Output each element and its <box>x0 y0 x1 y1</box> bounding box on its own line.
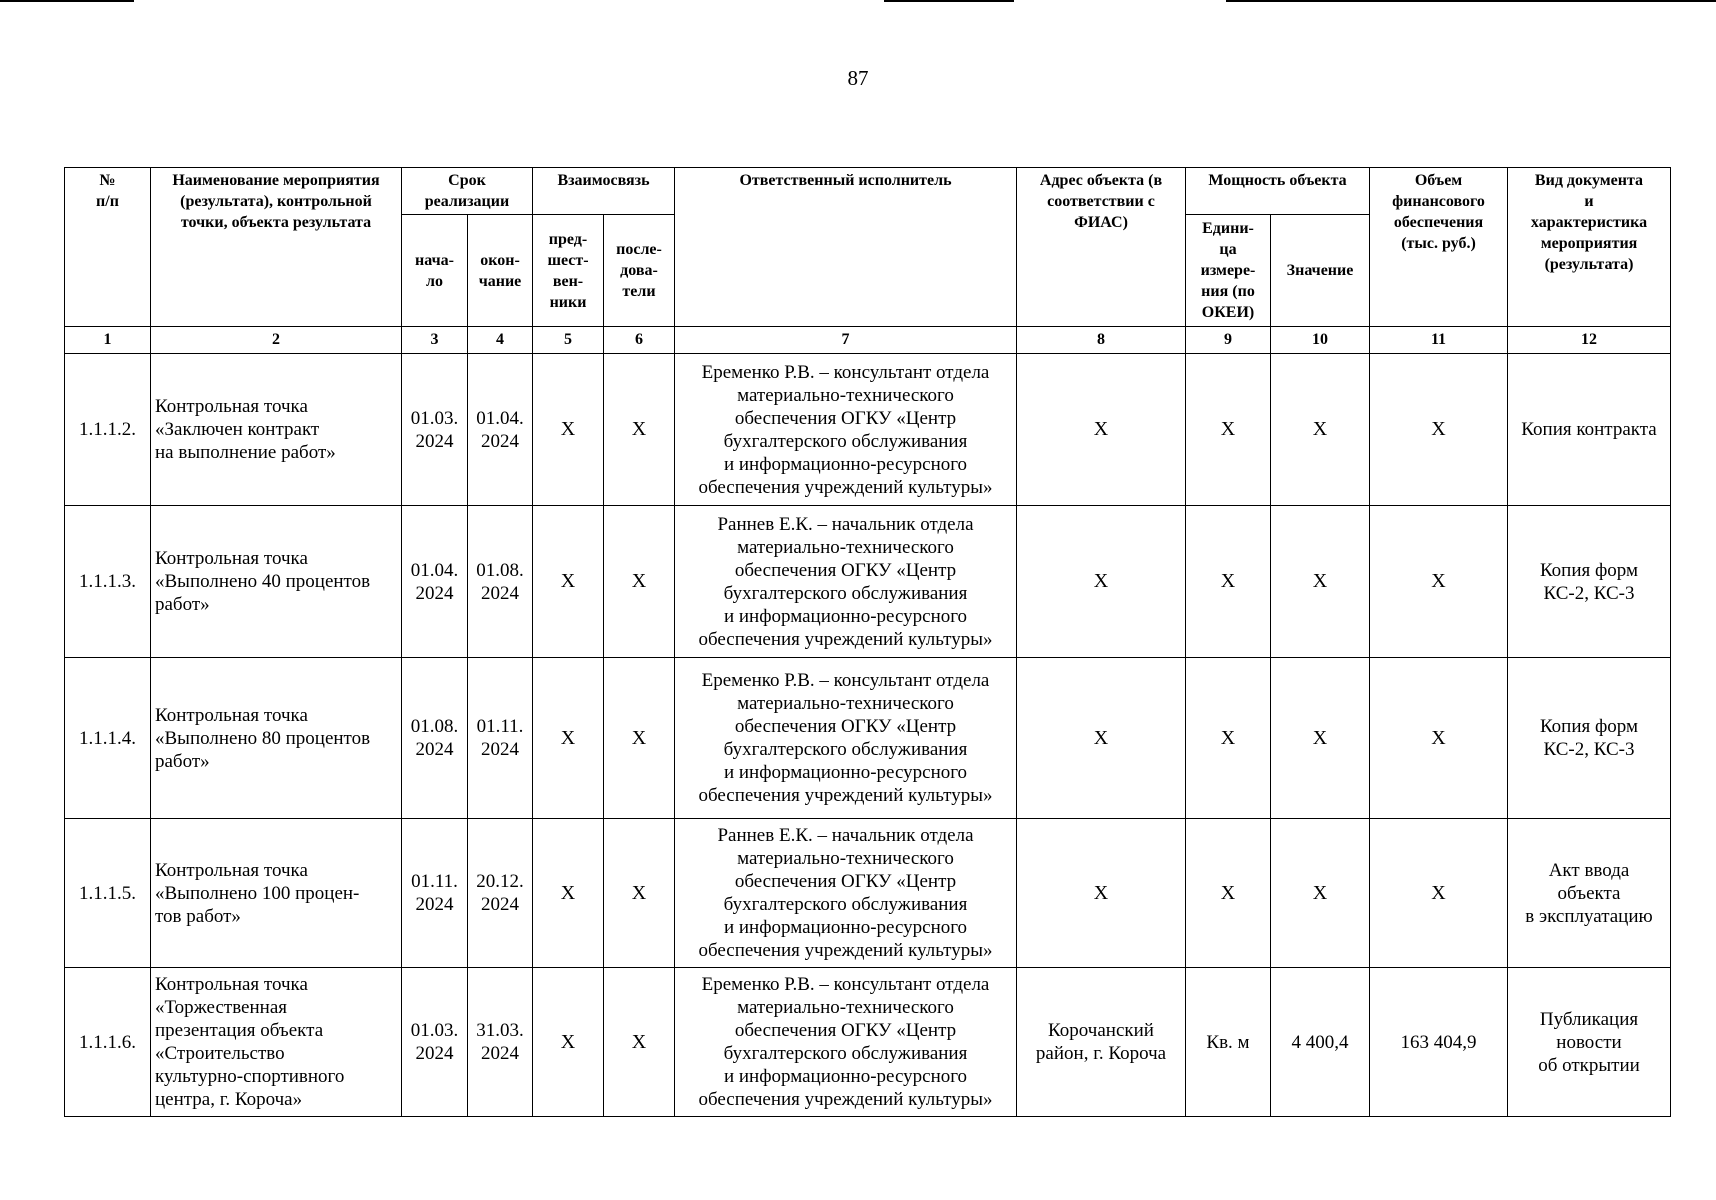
column-number: 10 <box>1271 327 1370 354</box>
cell-unit: X <box>1186 658 1271 819</box>
cell-start: 01.03. 2024 <box>402 968 468 1117</box>
table-header <box>65 168 1671 354</box>
cell-address: X <box>1017 506 1186 658</box>
cell-prev: X <box>533 506 604 658</box>
cell-address: X <box>1017 819 1186 968</box>
cell-name: Контрольная точка «Выполнено 80 процентов работ» <box>151 658 402 819</box>
column-number: 2 <box>151 327 402 354</box>
cell-end: 20.12. 2024 <box>468 819 533 968</box>
cell-prev: X <box>533 819 604 968</box>
cell-executor: Еременко Р.В. – консультант отдела материально-технического обеспечения ОГКУ «Центр бухгалтерского обслуживания и информационно-ресурсного обеспечения учреждений культуры» <box>675 658 1017 819</box>
cell-end: 01.08. 2024 <box>468 506 533 658</box>
top-rule-right <box>1226 0 1716 2</box>
cell-finance: X <box>1370 658 1508 819</box>
cell-value: X <box>1271 506 1370 658</box>
header-term-start: нача- ло <box>402 215 468 327</box>
cell-num: 1.1.1.4. <box>65 658 151 819</box>
cell-next: X <box>604 354 675 506</box>
cell-executor: Еременко Р.В. – консультант отдела материально-технического обеспечения ОГКУ «Центр бухгалтерского обслуживания и информационно-ресурсного обеспечения учреждений культуры» <box>675 968 1017 1117</box>
cell-prev: X <box>533 354 604 506</box>
cell-unit: X <box>1186 506 1271 658</box>
table-body <box>65 354 1671 1117</box>
page-number: 87 <box>847 66 869 90</box>
cell-value: 4 400,4 <box>1271 968 1370 1117</box>
header-capacity-value: Значение <box>1271 215 1370 327</box>
cell-next: X <box>604 819 675 968</box>
cell-address: X <box>1017 354 1186 506</box>
cell-finance: 163 404,9 <box>1370 968 1508 1117</box>
column-number: 9 <box>1186 327 1271 354</box>
cell-name: Контрольная точка «Торжественная презентация объекта «Строительство культурно-спортивного центра, г. Короча» <box>151 968 402 1117</box>
table-row <box>65 658 1671 819</box>
cell-finance: X <box>1370 819 1508 968</box>
column-number: 5 <box>533 327 604 354</box>
cell-name: Контрольная точка «Выполнено 100 процен- тов работ» <box>151 819 402 968</box>
header-link-prev: пред- шест- вен- ники <box>533 215 604 327</box>
cell-finance: X <box>1370 506 1508 658</box>
cell-next: X <box>604 658 675 819</box>
cell-executor: Раннев Е.К. – начальник отдела материально-технического обеспечения ОГКУ «Центр бухгалтерского обслуживания и информационно-ресурсного обеспечения учреждений культуры» <box>675 819 1017 968</box>
header-doc: Вид документа и характеристика мероприятия (результата) <box>1508 168 1671 327</box>
cell-doc: Акт ввода объекта в эксплуатацию <box>1508 819 1671 968</box>
cell-doc: Публикация новости об открытии <box>1508 968 1671 1117</box>
cell-start: 01.08. 2024 <box>402 658 468 819</box>
cell-value: X <box>1271 354 1370 506</box>
cell-executor: Еременко Р.В. – консультант отдела материально-технического обеспечения ОГКУ «Центр бухгалтерского обслуживания и информационно-ресурсного обеспечения учреждений культуры» <box>675 354 1017 506</box>
cell-start: 01.03. 2024 <box>402 354 468 506</box>
header-executor: Ответственный исполнитель <box>675 168 1017 327</box>
plan-table <box>64 167 1671 1117</box>
cell-end: 01.04. 2024 <box>468 354 533 506</box>
column-number: 4 <box>468 327 533 354</box>
cell-address: Корочанский район, г. Короча <box>1017 968 1186 1117</box>
column-number: 3 <box>402 327 468 354</box>
column-number: 7 <box>675 327 1017 354</box>
header-link-next: после- дова- тели <box>604 215 675 327</box>
cell-unit: X <box>1186 354 1271 506</box>
column-number: 1 <box>65 327 151 354</box>
cell-num: 1.1.1.6. <box>65 968 151 1117</box>
cell-executor: Раннев Е.К. – начальник отдела материально-технического обеспечения ОГКУ «Центр бухгалтерского обслуживания и информационно-ресурсного обеспечения учреждений культуры» <box>675 506 1017 658</box>
cell-start: 01.11. 2024 <box>402 819 468 968</box>
cell-end: 31.03. 2024 <box>468 968 533 1117</box>
cell-unit: Кв. м <box>1186 968 1271 1117</box>
cell-doc: Копия форм КС-2, КС-3 <box>1508 658 1671 819</box>
cell-start: 01.04. 2024 <box>402 506 468 658</box>
header-name: Наименование мероприятия (результата), контрольной точки, объекта результата <box>151 168 402 327</box>
cell-next: X <box>604 968 675 1117</box>
table-row <box>65 968 1671 1117</box>
cell-num: 1.1.1.3. <box>65 506 151 658</box>
cell-doc: Копия форм КС-2, КС-3 <box>1508 506 1671 658</box>
cell-name: Контрольная точка «Выполнено 40 процентов работ» <box>151 506 402 658</box>
cell-num: 1.1.1.5. <box>65 819 151 968</box>
column-number: 11 <box>1370 327 1508 354</box>
header-num: № п/п <box>65 168 151 327</box>
cell-value: X <box>1271 819 1370 968</box>
cell-address: X <box>1017 658 1186 819</box>
top-rule-center <box>884 0 1014 2</box>
cell-value: X <box>1271 658 1370 819</box>
column-number-row <box>65 327 1671 354</box>
cell-name: Контрольная точка «Заключен контракт на выполнение работ» <box>151 354 402 506</box>
table-row <box>65 354 1671 506</box>
cell-finance: X <box>1370 354 1508 506</box>
header-address: Адрес объекта (в соответствии с ФИАС) <box>1017 168 1186 327</box>
header-term: Срок реализации <box>402 168 533 215</box>
cell-next: X <box>604 506 675 658</box>
column-number: 6 <box>604 327 675 354</box>
top-rule-left <box>0 0 134 2</box>
cell-end: 01.11. 2024 <box>468 658 533 819</box>
cell-prev: X <box>533 968 604 1117</box>
cell-prev: X <box>533 658 604 819</box>
cell-num: 1.1.1.2. <box>65 354 151 506</box>
header-term-end: окон- чание <box>468 215 533 327</box>
table-row <box>65 506 1671 658</box>
table-row <box>65 819 1671 968</box>
cell-doc: Копия контракта <box>1508 354 1671 506</box>
cell-unit: X <box>1186 819 1271 968</box>
header-finance: Объем финансового обеспечения (тыс. руб.) <box>1370 168 1508 327</box>
column-number: 12 <box>1508 327 1671 354</box>
header-link: Взаимосвязь <box>533 168 675 215</box>
header-capacity: Мощность объекта <box>1186 168 1370 215</box>
header-capacity-unit: Едини- ца измере- ния (по ОКЕИ) <box>1186 215 1271 327</box>
column-number: 8 <box>1017 327 1186 354</box>
